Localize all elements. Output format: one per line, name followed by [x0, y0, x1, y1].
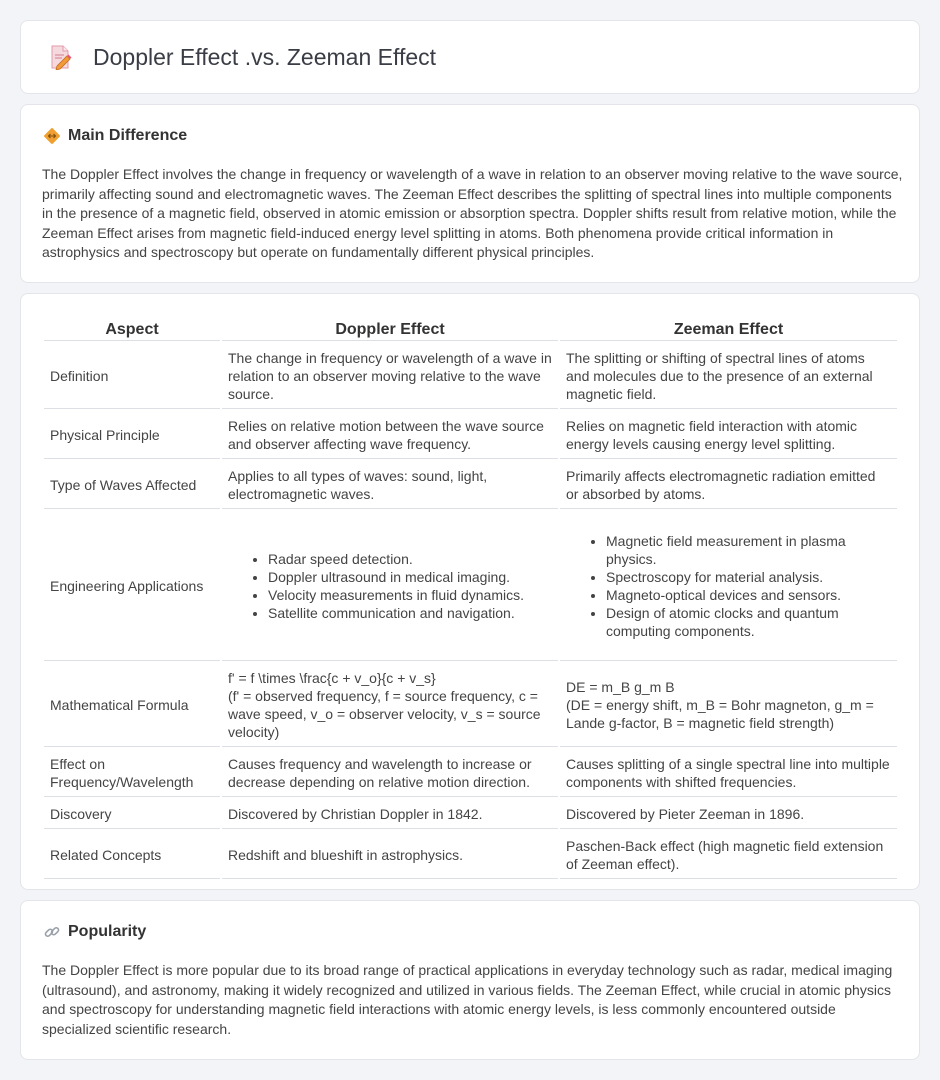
row-zeeman: [560, 663, 897, 747]
row-aspect: Engineering Applications: [44, 511, 220, 661]
list-item: • Velocity measurements in fluid dynamics.: [268, 586, 552, 604]
comparison-table: [42, 313, 899, 881]
table-row: [44, 663, 897, 747]
doppler-formula: f' = f \times \frac{c + v_o}{c + v_s}: [228, 669, 436, 686]
table-row: [44, 799, 897, 829]
row-aspect: Effect on Frequency/Wavelength: [44, 749, 220, 797]
diamond-arrows-icon: [43, 127, 61, 145]
header-zeeman: Zeeman Effect: [560, 315, 897, 341]
table-row: [44, 343, 897, 409]
row-doppler: Relies on relative motion between the wave source and observer affecting wave frequency.: [222, 411, 558, 459]
header-doppler: Doppler Effect: [222, 315, 558, 341]
zeeman-formula: DE = m_B g_m B: [566, 678, 675, 695]
row-zeeman: The splitting or shifting of spectral lines of atoms and molecules due to the presence of an external magnetic field.: [560, 343, 897, 409]
main-difference-header: [43, 127, 187, 145]
doppler-formula-note: (f' = observed frequency, f = source frequency, c = wave speed, v_o = observer velocity, v_s = source velocity): [228, 687, 541, 740]
list-item: • Magneto-optical devices and sensors.: [606, 586, 891, 604]
table-row: [44, 749, 897, 797]
table-row: [44, 461, 897, 509]
list-item: • Doppler ultrasound in medical imaging.: [268, 568, 552, 586]
row-doppler: The change in frequency or wavelength of a wave in relation to an observer moving relative to the wave source.: [222, 343, 558, 409]
list-item: • Magnetic field measurement in plasma physics.: [606, 532, 891, 568]
row-aspect: Discovery: [44, 799, 220, 829]
table-row: [44, 511, 897, 661]
zeeman-formula-note: (DE = energy shift, m_B = Bohr magneton, g_m = Lande g-factor, B = magnetic field strength): [566, 696, 874, 731]
zeeman-applications-list: [566, 532, 891, 640]
row-doppler: Discovered by Christian Doppler in 1842.: [222, 799, 558, 829]
table-header-row: [44, 315, 897, 341]
row-doppler: [222, 663, 558, 747]
list-item: • Spectroscopy for material analysis.: [606, 568, 891, 586]
list-item: • Design of atomic clocks and quantum computing components.: [606, 604, 891, 640]
page-title: Doppler Effect .vs. Zeeman Effect: [93, 43, 437, 70]
popularity-header: [43, 923, 146, 941]
row-aspect: Definition: [44, 343, 220, 409]
row-zeeman: Paschen-Back effect (high magnetic field extension of Zeeman effect).: [560, 831, 897, 879]
row-aspect: Type of Waves Affected: [44, 461, 220, 509]
main-difference-text: The Doppler Effect involves the change in frequency or wavelength of a wave in relation to an observer moving relative to the wave source, primarily affecting sound and electromagnetic waves. The Zeeman Effect describes the splitting of spectral lines into multiple components in the presence of a magnetic field, observed in atomic emission or absorption spectra. Doppler shifts result from relative motion, while the Zeeman Effect arises from magnetic field-induced energy level splitting in atoms. Both phenomena provide critical information in astrophysics and spectroscopy but operate on fundamentally different physical principles.: [42, 166, 903, 261]
header-aspect: Aspect: [44, 315, 220, 341]
row-zeeman: Primarily affects electromagnetic radiation emitted or absorbed by atoms.: [560, 461, 897, 509]
doppler-applications-list: [228, 550, 552, 622]
popularity-heading: Popularity: [68, 923, 147, 940]
row-doppler: Applies to all types of waves: sound, light, electromagnetic waves.: [222, 461, 558, 509]
row-zeeman: Discovered by Pieter Zeeman in 1896.: [560, 799, 897, 829]
popularity-text: The Doppler Effect is more popular due to its broad range of practical applications in everyday technology such as radar, medical imaging (ultrasound), and astronomy, making it widely recognized and utilized in various fields. The Zeeman Effect, while crucial in atomic physics and spectroscopy for understanding magnetic field interactions with atomic energy levels, is less commonly encountered outside specialized scientific research.: [42, 962, 893, 1037]
document-pencil-icon: [47, 44, 73, 70]
main-difference-heading: Main Difference: [68, 127, 188, 144]
row-aspect: Related Concepts: [44, 831, 220, 879]
title-card: [20, 20, 920, 94]
table-row: [44, 831, 897, 879]
main-difference-card: [20, 104, 920, 283]
list-item: • Satellite communication and navigation.: [268, 604, 552, 622]
comparison-card: [20, 293, 920, 890]
row-zeeman: Causes splitting of a single spectral line into multiple components with shifted frequencies.: [560, 749, 897, 797]
list-item: • Radar speed detection.: [268, 550, 552, 568]
row-doppler: [222, 511, 558, 661]
table-row: [44, 411, 897, 459]
row-zeeman: Relies on magnetic field interaction with atomic energy levels causing energy level splitting.: [560, 411, 897, 459]
popularity-card: [20, 900, 920, 1060]
row-aspect: Physical Principle: [44, 411, 220, 459]
row-doppler: Redshift and blueshift in astrophysics.: [222, 831, 558, 879]
row-aspect: Mathematical Formula: [44, 663, 220, 747]
link-icon: [43, 923, 61, 941]
row-zeeman: [560, 511, 897, 661]
row-doppler: Causes frequency and wavelength to increase or decrease depending on relative motion direction.: [222, 749, 558, 797]
